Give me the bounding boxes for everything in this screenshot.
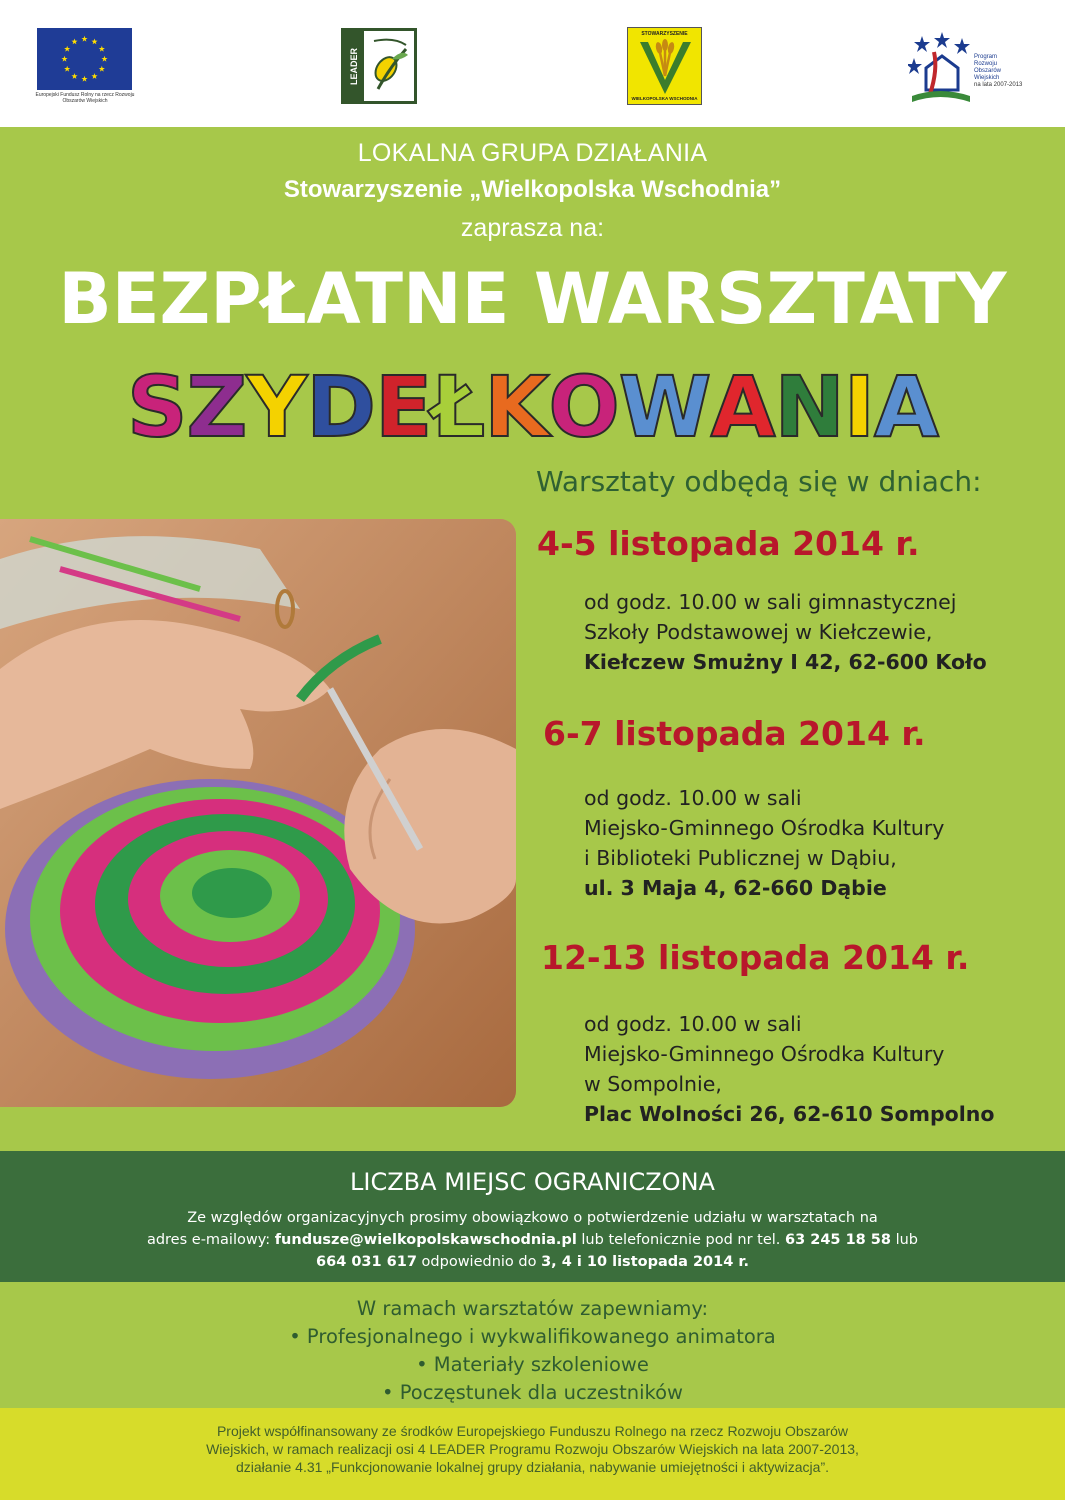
headline: BEZPŁATNE WARSZTATY — [58, 258, 1007, 340]
funding-line: działanie 4.31 „Funkcjonowanie lokalnej grupy działania, nabywanie umiejętności i aktywizacja”. — [236, 1459, 829, 1475]
funding-line: Projekt współfinansowany ze środków Europejskiego Funduszu Rolnego na rzecz Rozwoju Obszarów — [216, 1423, 849, 1439]
deadline-dates: 3, 4 i 10 listopada 2014 r. — [541, 1254, 749, 1270]
prow-line: Program — [974, 54, 998, 60]
subject-letter: W — [618, 358, 711, 456]
registration-line — [0, 1229, 1065, 1251]
venue-line: od godz. 10.00 w sali — [584, 1012, 802, 1036]
venue-address: Plac Wolności 26, 62-610 Sompolno — [584, 1102, 995, 1126]
venue-address: ul. 3 Maja 4, 62-660 Dąbie — [584, 876, 887, 900]
registration-band — [0, 1151, 1065, 1282]
wheat-logo-icon — [627, 27, 702, 105]
provision-item: • Poczęstunek dla uczestników — [382, 1381, 683, 1404]
prow-line: Obszarów — [974, 68, 1002, 74]
venue-line: i Biblioteki Publicznej w Dąbiu, — [584, 846, 897, 870]
email-link[interactable]: fundusze@wielkopolskawschodnia.pl — [274, 1232, 577, 1248]
eu-flag-icon — [37, 28, 132, 90]
association-bottom-label: WIELKOPOLSKA WSCHODNIA — [631, 96, 698, 101]
venue-line: Szkoły Podstawowej w Kiełczewie, — [584, 620, 933, 644]
prow-years: na lata 2007-2013 — [974, 82, 1023, 88]
text-fragment: lub telefonicznie pod nr tel. — [576, 1232, 786, 1248]
venue-line: Miejsko-Gminnego Ośrodka Kultury — [584, 816, 945, 840]
subject-letter: D — [306, 358, 375, 456]
subject-letter: Z — [186, 358, 247, 456]
leader-logo-icon — [341, 28, 417, 104]
text-fragment: odpowiednio do — [416, 1254, 542, 1270]
registration-info — [0, 1207, 1065, 1273]
limited-seats-title: LICZBA MIEJSC OGRANICZONA — [350, 1168, 715, 1196]
subject-letter: A — [710, 358, 775, 456]
venue-address: Kiełczew Smużny I 42, 62-600 Koło — [584, 650, 987, 674]
crochet-photo — [0, 519, 516, 1107]
subject-letter: N — [774, 358, 844, 456]
logo-bar — [0, 0, 1065, 127]
event-venue — [584, 1009, 994, 1129]
venue-line: od godz. 10.00 w sali gimnastycznej — [584, 590, 957, 614]
organization-type: LOKALNA GRUPA DZIAŁANIA — [357, 139, 708, 167]
subject-letter: I — [843, 358, 875, 456]
provision-item: • Materiały szkoleniowe — [416, 1353, 649, 1376]
subject-letter: Y — [246, 358, 307, 456]
registration-line: Ze względów organizacyjnych prosimy obowiązkowo o potwierdzenie udziału w warsztatach na — [187, 1210, 878, 1226]
dates-intro: Warsztaty odbędą się w dniach: — [536, 465, 982, 498]
organization-name: Stowarzyszenie „Wielkopolska Wschodnia” — [283, 176, 782, 203]
phone-number: 664 031 617 — [316, 1254, 417, 1270]
event-venue — [584, 587, 987, 677]
subject-letter: O — [548, 358, 619, 456]
phone-number: 63 245 18 58 — [785, 1232, 891, 1248]
prow-line: Rozwoju — [974, 61, 998, 67]
association-top-label: STOWARZYSZENIE — [641, 31, 688, 37]
leader-label: LEADER — [344, 31, 364, 101]
event-date: 4-5 listopada 2014 r. — [537, 524, 920, 563]
prow-line: Wiejskich — [974, 75, 1000, 81]
venue-line: Miejsko-Gminnego Ośrodka Kultury — [584, 1042, 945, 1066]
funding-footer — [0, 1408, 1065, 1500]
subject-letter: A — [874, 358, 939, 456]
funding-line: Wiejskich, w ramach realizacji osi 4 LEADER Programu Rozwoju Obszarów Wiejskich na lata 2007-2013, — [206, 1441, 859, 1457]
registration-line — [0, 1251, 1065, 1273]
subject-letter: E — [374, 358, 432, 456]
invitation-text: zaprasza na: — [460, 214, 605, 242]
event-venue — [584, 783, 944, 903]
prow-text — [974, 54, 1022, 89]
event-date: 12-13 listopada 2014 r. — [541, 938, 970, 977]
event-date: 6-7 listopada 2014 r. — [543, 714, 926, 753]
venue-line: w Sompolnie, — [584, 1072, 722, 1096]
prow-logo-icon — [908, 30, 1032, 108]
eu-caption: Europejski Fundusz Rolny na rzecz Rozwoju Obszarów Wiejskich — [35, 92, 135, 104]
funding-note — [0, 1422, 1065, 1476]
text-fragment: adres e-mailowy: — [146, 1232, 275, 1248]
subject-letter: K — [484, 358, 549, 456]
venue-line: od godz. 10.00 w sali — [584, 786, 802, 810]
subject-letter: Ł — [431, 358, 485, 456]
subject-letter: S — [126, 358, 187, 456]
provisions-title: W ramach warsztatów zapewniamy: — [356, 1297, 709, 1320]
provision-item: • Profesjonalnego i wykwalifikowanego animatora — [289, 1325, 776, 1348]
workshop-subject — [0, 358, 1065, 456]
text-fragment: lub — [890, 1232, 919, 1248]
